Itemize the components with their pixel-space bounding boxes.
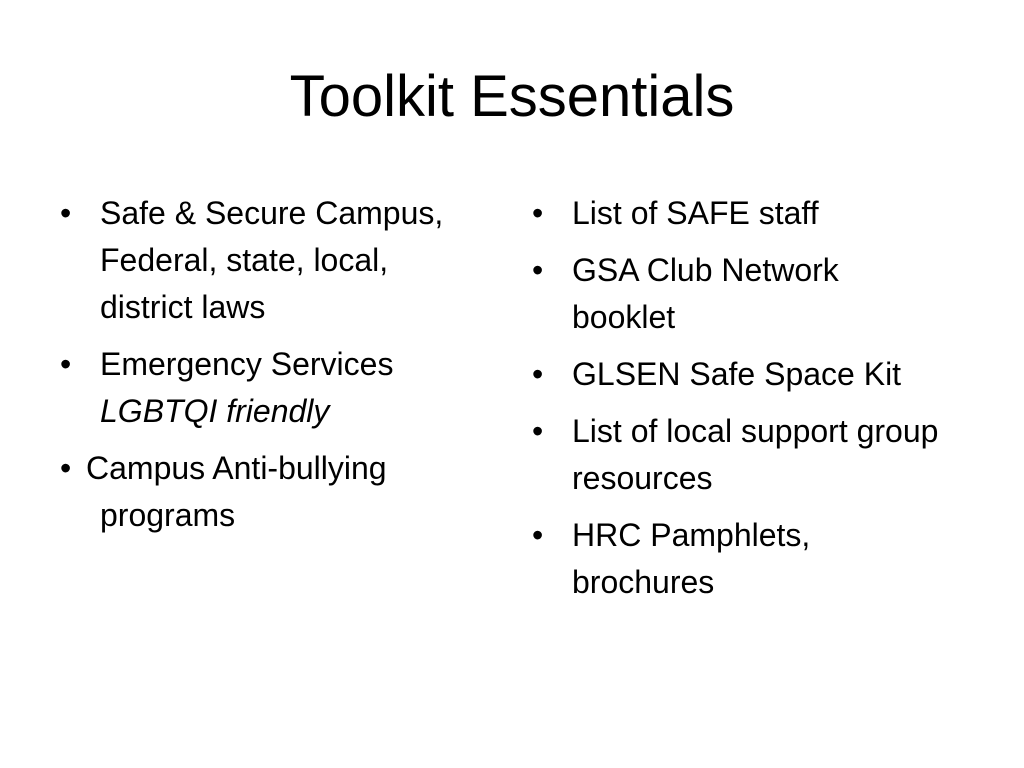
bullet-icon: • bbox=[532, 413, 544, 449]
list-item-text: List of local support group resources bbox=[572, 413, 939, 496]
left-bullet-list bbox=[58, 190, 488, 539]
list-item bbox=[530, 408, 950, 502]
list-item-emphasis: LGBTQI friendly bbox=[100, 393, 330, 429]
list-item-text: List of SAFE staff bbox=[572, 195, 819, 231]
list-item-text: Safe & Secure Campus, Federal, state, local, district laws bbox=[100, 195, 444, 325]
list-item bbox=[530, 247, 950, 341]
bullet-icon: • bbox=[532, 252, 544, 288]
list-item-text: Campus Anti-bullying bbox=[86, 450, 387, 486]
left-column bbox=[58, 190, 488, 549]
bullet-icon: • bbox=[60, 450, 72, 486]
list-item-text: Emergency Services bbox=[100, 346, 394, 382]
list-item-text: HRC Pamphlets, brochures bbox=[572, 517, 811, 600]
list-item bbox=[530, 190, 950, 237]
right-column bbox=[530, 190, 950, 616]
bullet-icon: • bbox=[532, 517, 544, 553]
bullet-icon: • bbox=[60, 195, 72, 231]
list-item-text: GSA Club Network booklet bbox=[572, 252, 839, 335]
list-item bbox=[58, 341, 488, 435]
list-item-text: GLSEN Safe Space Kit bbox=[572, 356, 902, 392]
list-item-text-continued: programs bbox=[100, 497, 236, 533]
list-item bbox=[58, 445, 488, 539]
list-item bbox=[530, 351, 950, 398]
list-item bbox=[530, 512, 950, 606]
bullet-icon: • bbox=[60, 346, 72, 382]
bullet-icon: • bbox=[532, 195, 544, 231]
bullet-icon: • bbox=[532, 356, 544, 392]
slide-title: Toolkit Essentials bbox=[289, 64, 735, 129]
list-item bbox=[58, 190, 488, 331]
right-bullet-list bbox=[530, 190, 950, 606]
